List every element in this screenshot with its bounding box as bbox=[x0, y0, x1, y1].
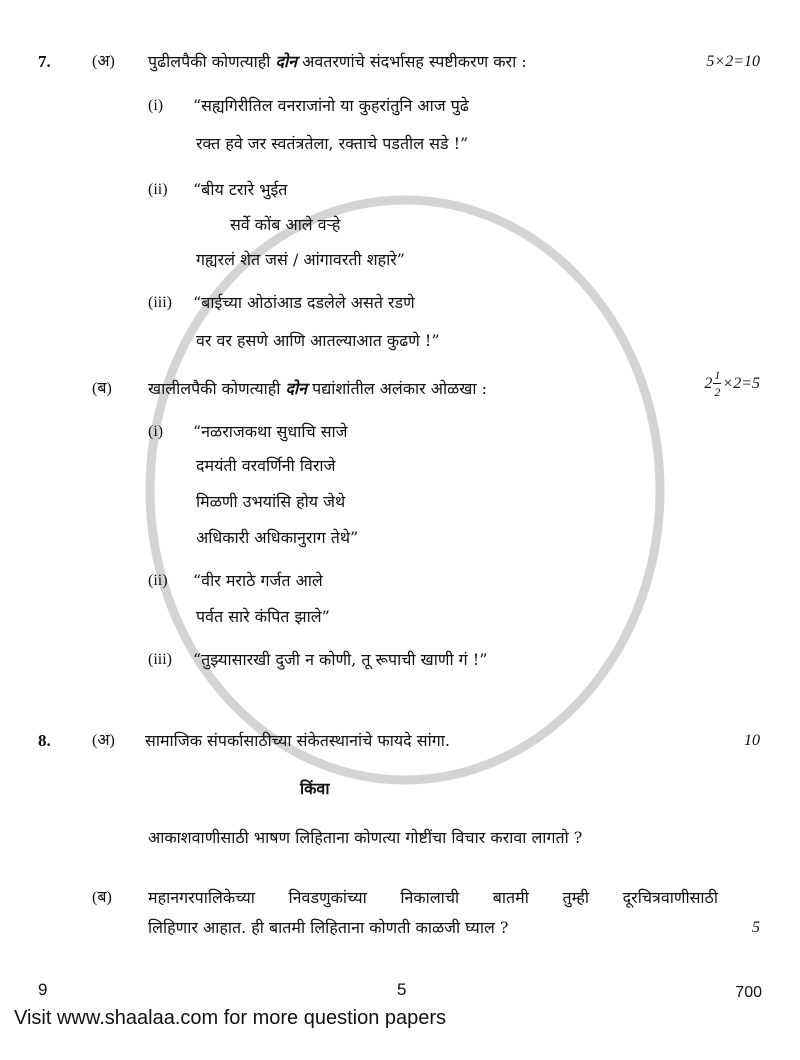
item-label: (iii) bbox=[148, 651, 172, 668]
marks bbox=[704, 368, 760, 399]
instruction-emphasis: दोन bbox=[285, 379, 308, 398]
marks-rest: ×2=5 bbox=[722, 374, 760, 392]
instruction-emphasis: दोन bbox=[275, 52, 298, 71]
quote-line: “नळराजकथा सुधाचि साजे bbox=[193, 422, 348, 441]
quote-line: दमयंती वरवर्णिनी विराजे bbox=[196, 456, 336, 475]
quote-line: वर वर हसणे आणि आतल्याआत कुढणे !” bbox=[196, 331, 440, 350]
item-label: (i) bbox=[148, 423, 164, 440]
quote-line: मिळणी उभयांसि होय जेथे bbox=[196, 492, 346, 511]
subquestion-label: (ब) bbox=[92, 889, 112, 906]
quote-line: “बाईच्या ओठांआड दडलेले असते रडणे bbox=[193, 293, 415, 312]
question-number: 7. bbox=[38, 52, 51, 71]
item-label: (i) bbox=[148, 97, 164, 114]
marks-numerator: 1 bbox=[714, 368, 721, 382]
quote-line: सर्वे कोंब आले वऱ्हे bbox=[230, 215, 341, 234]
subquestion-label: (ब) bbox=[92, 380, 112, 397]
item-label: (ii) bbox=[148, 181, 168, 198]
instruction-text: खालीलपैकी कोणत्याही bbox=[148, 379, 281, 398]
subquestion-label: (अ) bbox=[92, 732, 115, 749]
question-text: सामाजिक संपर्कासाठीच्या संकेतस्थानांचे फायदे सांगा. bbox=[145, 731, 450, 750]
marks-fraction bbox=[713, 368, 721, 399]
question-text: आकाशवाणीसाठी भाषण लिहिताना कोणत्या गोष्टींचा विचार करावा लागतो ? bbox=[148, 828, 583, 847]
item-label: (ii) bbox=[148, 572, 168, 589]
instruction-text: पुढीलपैकी कोणत्याही bbox=[148, 52, 271, 71]
quote-line: “वीर मराठे गर्जत आले bbox=[193, 571, 323, 590]
quote-line: गह्यरलं शेत जसं / आंगावरती शहारे” bbox=[196, 250, 405, 269]
marks-denominator: 2 bbox=[714, 385, 721, 399]
quote-line: “तुझ्यासारखी दुजी न कोणी, तू रूपाची खाणी गं !” bbox=[193, 650, 488, 669]
question-instruction bbox=[148, 379, 487, 399]
question-instruction bbox=[148, 52, 527, 72]
quote-line: रक्त हवे जर स्वतंत्रतेला, रक्ताचे पडतील सडे !” bbox=[196, 134, 469, 153]
quote-line: “बीय टरारे भुईत bbox=[193, 180, 288, 199]
quote-line: अधिकारी अधिकानुराग तेथे” bbox=[196, 528, 359, 547]
item-label: (iii) bbox=[148, 294, 172, 311]
or-separator: किंवा bbox=[300, 779, 330, 798]
fraction-bar bbox=[713, 383, 721, 384]
marks-whole: 2 bbox=[704, 374, 713, 392]
question-text: लिहिणार आहात. ही बातमी लिहिताना कोणती काळजी घ्याल ? bbox=[148, 918, 509, 937]
question-number: 8. bbox=[38, 731, 51, 750]
marks: 5 bbox=[752, 919, 760, 936]
question-text: महानगरपालिकेच्या निवडणुकांच्या निकालाची बातमी तुम्ही दूरचित्रवाणीसाठी bbox=[148, 888, 718, 907]
footer-paper-code: 700 bbox=[735, 984, 762, 1001]
promo-link[interactable]: Visit www.shaalaa.com for more question papers bbox=[14, 1007, 447, 1029]
marks: 10 bbox=[744, 732, 760, 749]
quote-line: पर्वत सारे कंपित झाले” bbox=[196, 607, 330, 626]
watermark-circle bbox=[150, 200, 660, 780]
instruction-text: पद्यांशांतील अलंकार ओळखा : bbox=[312, 379, 488, 398]
marks: 5×2=10 bbox=[706, 53, 760, 70]
instruction-text: अवतरणांचे संदर्भासह स्पष्टीकरण करा : bbox=[302, 52, 527, 71]
quote-line: “सह्यगिरीतिल वनराजांनो या कुहरांतुनि आज पुढे bbox=[193, 96, 469, 115]
footer-code: 9 bbox=[38, 980, 48, 999]
page-number: 5 bbox=[397, 980, 407, 999]
subquestion-label: (अ) bbox=[92, 53, 115, 70]
